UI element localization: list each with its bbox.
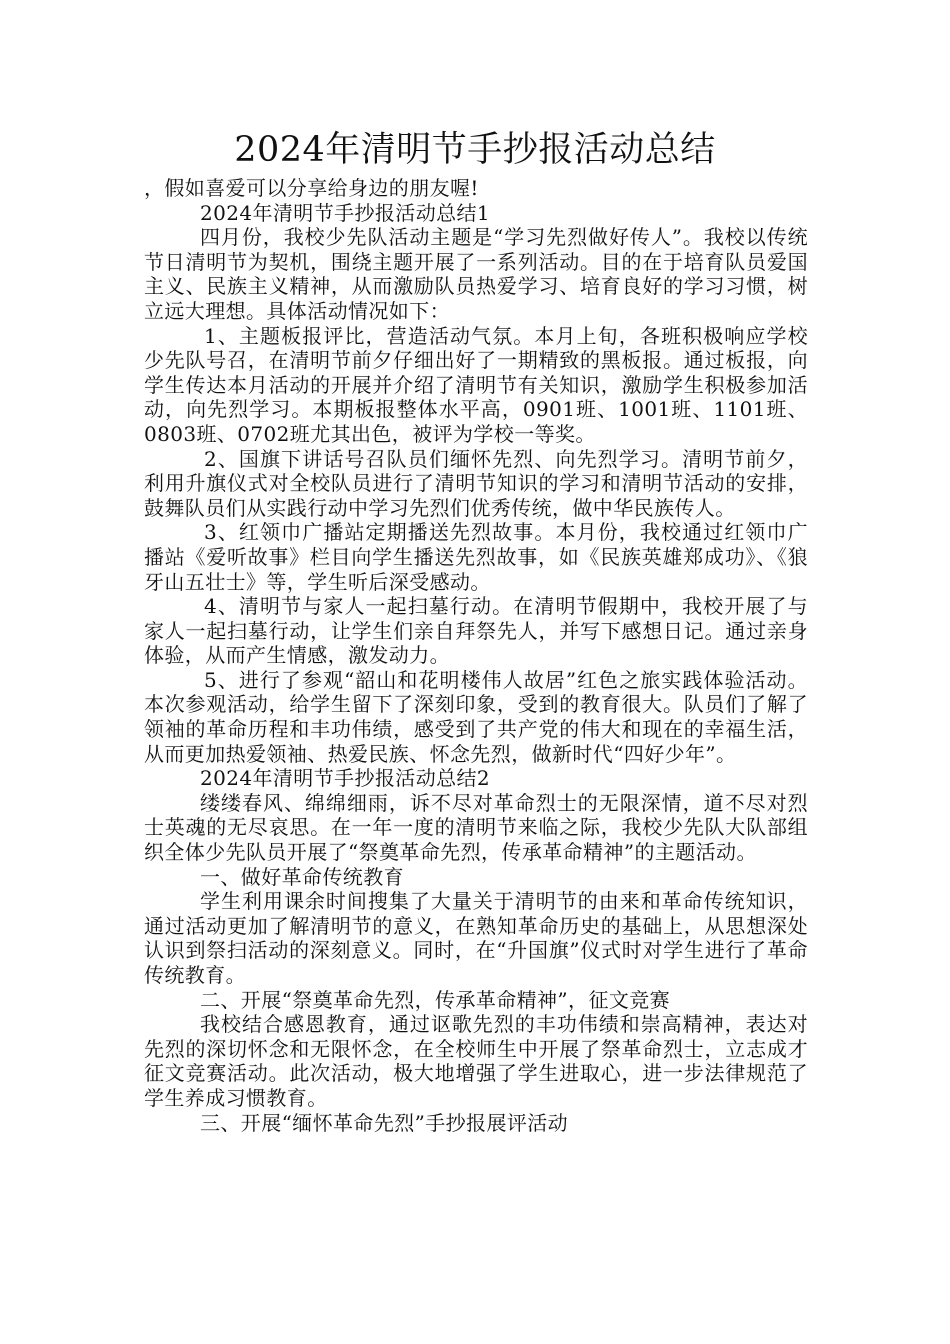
paragraph: 5、进行了参观“韶山和花明楼伟人故居”红色之旅实践体验活动。本次参观活动，给学生留下了深刻印象，受到的教育很大。队员们了解了领袖的革命历程和丰功伟绩，感受到了共产党的伟大和现在的幸福生活，从而更加热爱领袖、热爱民族、怀念先烈，做新时代“四好少年”。 — [144, 667, 808, 766]
intro-line: ，假如喜爱可以分享给身边的朋友喔! — [144, 176, 479, 200]
paragraph: 2、国旗下讲话号召队员们缅怀先烈、向先烈学习。清明节前夕，利用升旗仪式对全校队员进行了清明节知识的学习和清明节活动的安排，鼓舞队员们从实践行动中学习先烈们优秀传统，做中华民族传人。 — [144, 446, 808, 520]
document-body — [144, 176, 808, 1135]
paragraph: 四月份，我校少先队活动主题是“学习先烈做好传人”。我校以传统节日清明节为契机，围绕主题开展了一系列活动。目的在于培育队员爱国主义、民族主义精神，从而激励队员热爱学习、培育良好的学习习惯，树立远大理想。具体活动情况如下： — [144, 225, 808, 323]
paragraph: 3、红领巾广播站定期播送先烈故事。本月份，我校通过红领巾广播站《爱听故事》栏目向学生播送先烈故事，如《民族英雄郑成功》、《狼牙山五壮士》等，学生听后深受感动。 — [144, 520, 808, 594]
subheading: 三、开展“缅怀革命先烈”手抄报展评活动 — [200, 1110, 569, 1135]
paragraph: 缕缕春风、绵绵细雨，诉不尽对革命烈士的无限深情，道不尽对烈士英魂的无尽哀思。在一年一度的清明节来临之际，我校少先队大队部组织全体少先队员开展了“祭奠革命先烈，传承革命精神”的主题活动。 — [144, 790, 808, 865]
paragraph: 4、清明节与家人一起扫墓行动。在清明节假期中，我校开展了与家人一起扫墓行动，让学生们亲自拜祭先人，并写下感想日记。通过亲身体验，从而产生情感，激发动力。 — [144, 594, 808, 668]
paragraph: 我校结合感恩教育，通过讴歌先烈的丰功伟绩和崇高精神，表达对先烈的深切怀念和无限怀念，在全校师生中开展了祭革命烈士，立志成才征文竞赛活动。此次活动，极大地增强了学生进取心，进一步法律规范了学生养成习惯教育。 — [144, 1012, 808, 1110]
subheading: 一、做好革命传统教育 — [200, 864, 404, 889]
document-title: 2024年清明节手抄报活动总结 — [234, 130, 716, 170]
paragraph: 1、主题板报评比，营造活动气氛。本月上旬，各班积极响应学校少先队号召，在清明节前夕仔细出好了一期精致的黑板报。通过板报，向学生传达本月活动的开展并介绍了清明节有关知识，激励学生积极参加活动，向先烈学习。本期板报整体水平高，0901班、1001班、1101班、0803班、0702班尤其出色，被评为学校一等奖。 — [144, 323, 808, 446]
subheading: 二、开展“祭奠革命先烈，传承革命精神”，征文竞赛 — [200, 987, 671, 1012]
section-heading-1: 2024年清明节手抄报活动总结1 — [200, 200, 491, 225]
paragraph: 学生利用课余时间搜集了大量关于清明节的由来和革命传统知识，通过活动更加了解清明节的意义，在熟知革命历史的基础上，从思想深处认识到祭扫活动的深刻意义。同时，在“升国旗”仪式时对学生进行了革命传统教育。 — [144, 889, 808, 987]
section-heading-2: 2024年清明节手抄报活动总结2 — [200, 766, 491, 791]
